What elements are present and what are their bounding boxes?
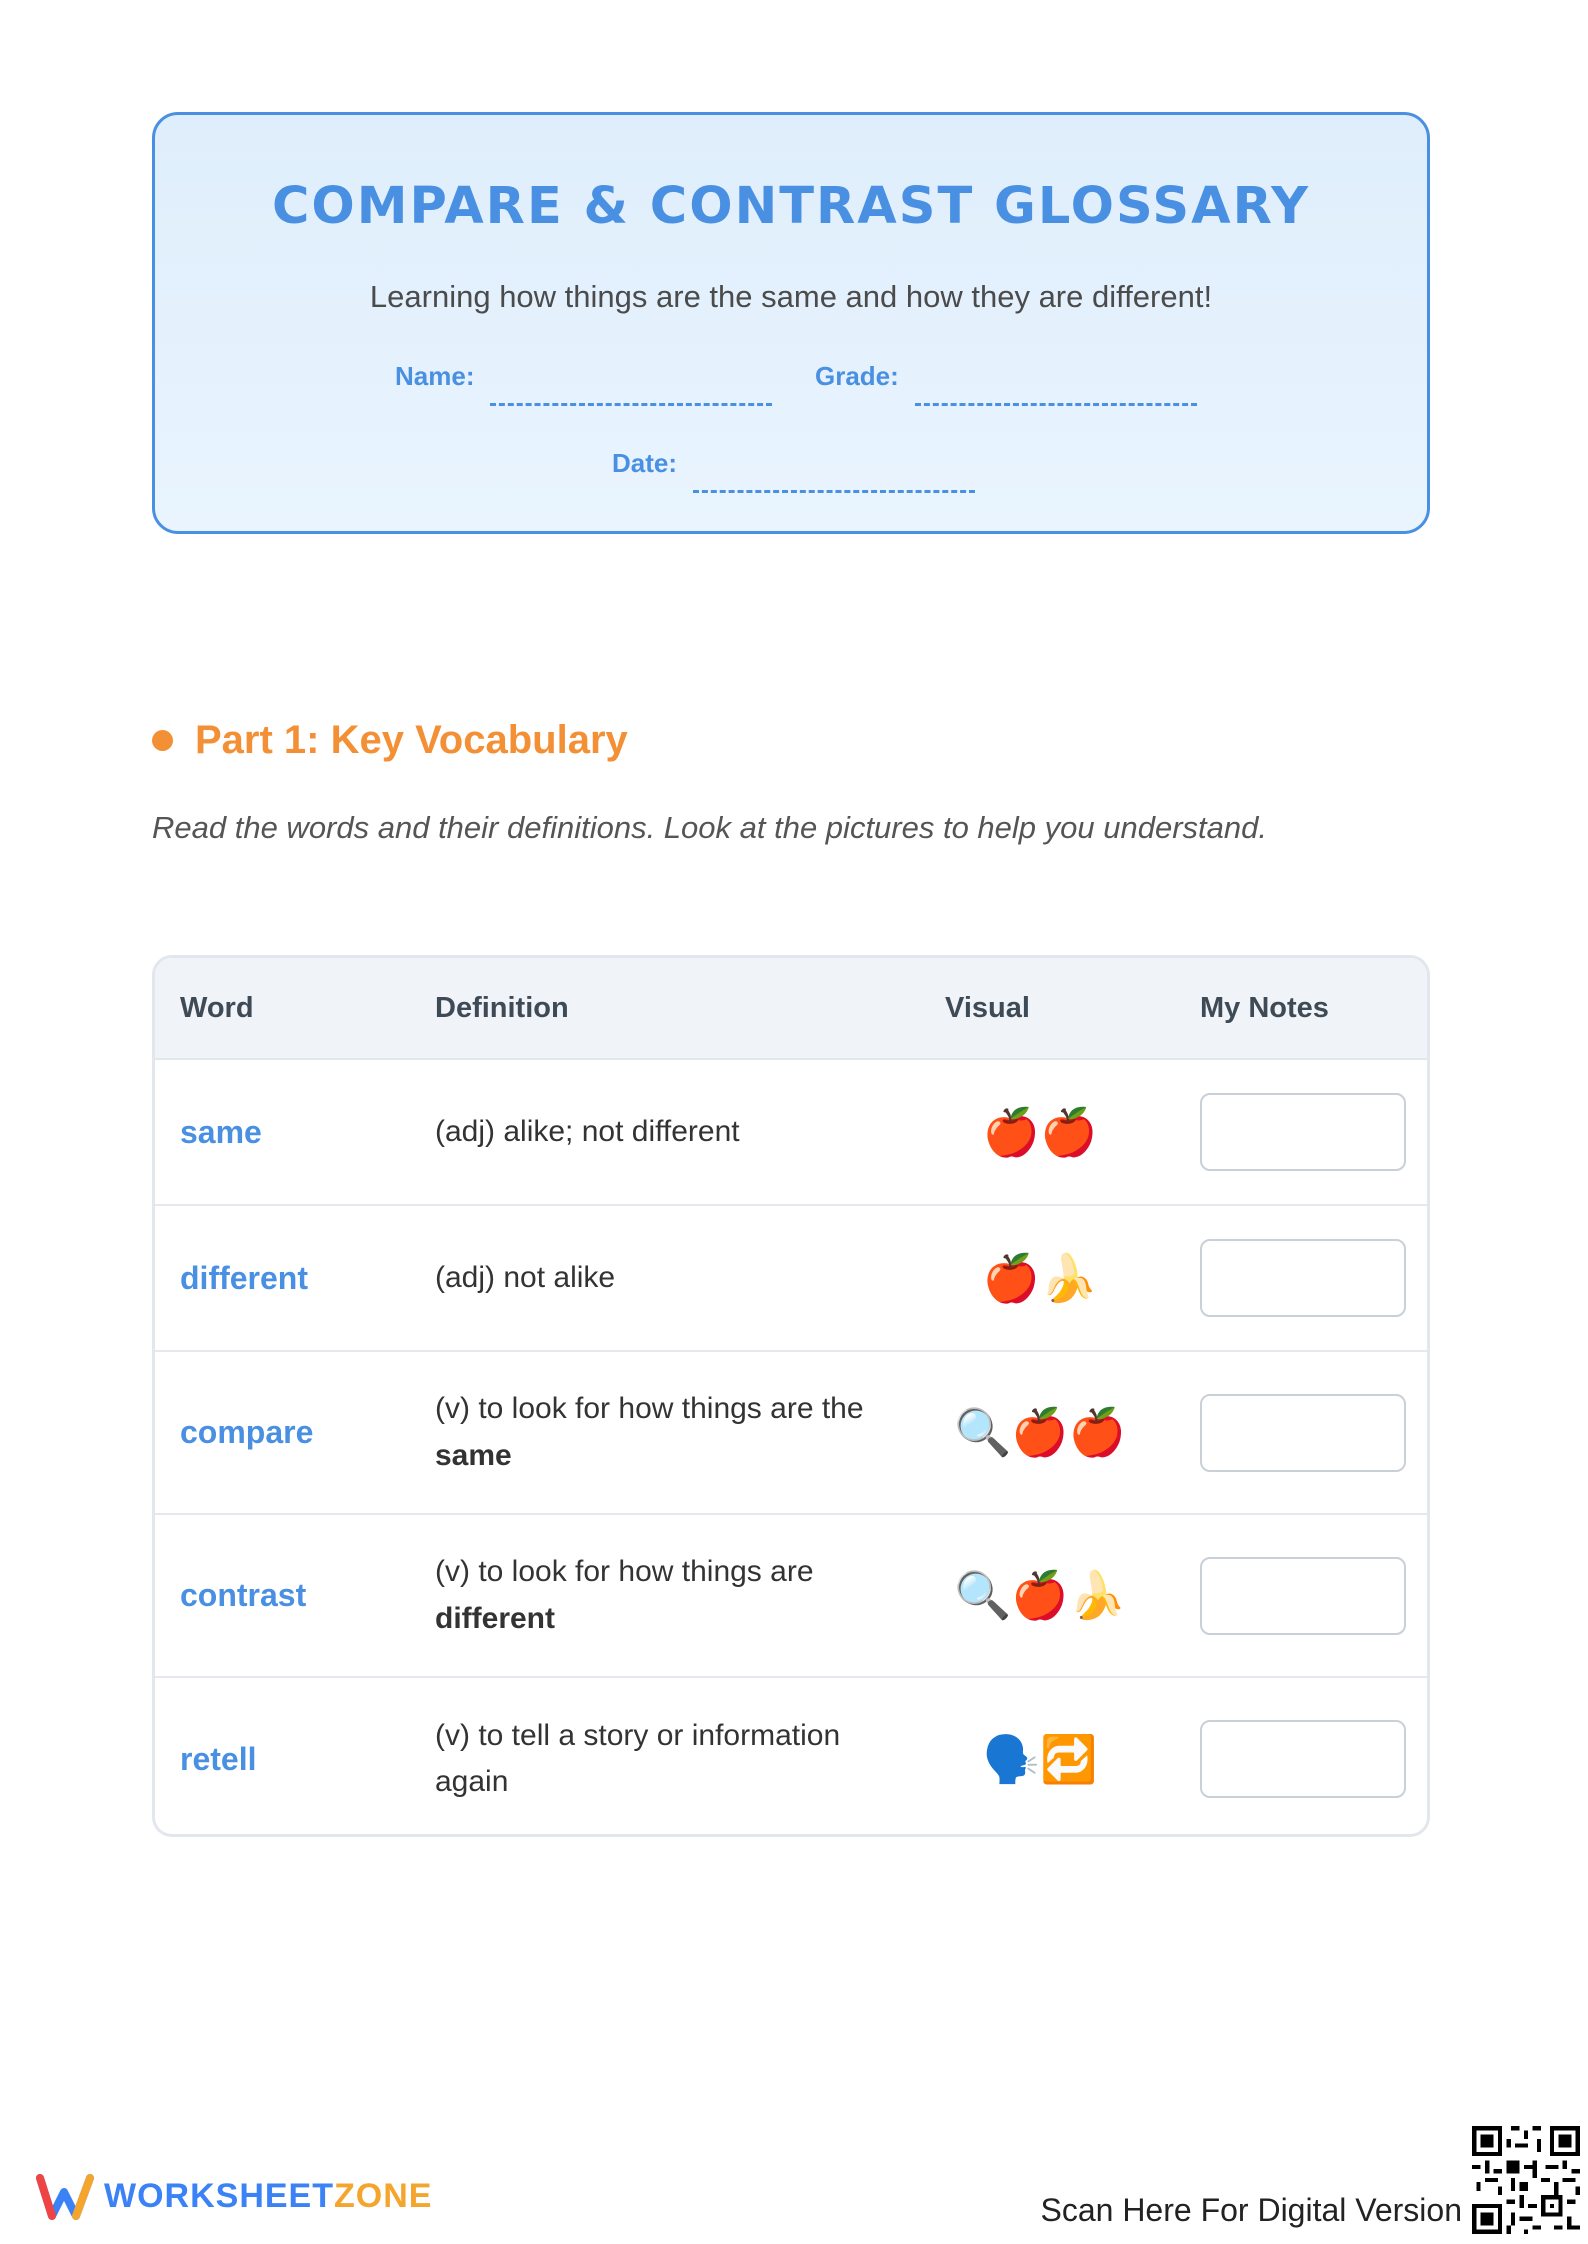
- grade-label: Grade:: [815, 361, 899, 391]
- visual-emoji-icon: 🔍🍎🍌: [954, 1569, 1126, 1621]
- name-blank-line[interactable]: [490, 403, 772, 406]
- table-row: [155, 1678, 1427, 1837]
- bullet-dot-icon: [152, 730, 173, 751]
- table-header-row: [155, 958, 1427, 1060]
- notes-input-box[interactable]: [1200, 1394, 1406, 1472]
- worksheetzone-logo[interactable]: [36, 2170, 432, 2222]
- definition-bold-text: same: [435, 1438, 512, 1472]
- definition-text: (adj) alike; not different: [435, 1114, 740, 1148]
- column-header-my-notes: My Notes: [1200, 992, 1329, 1024]
- word-cell: compare: [180, 1414, 314, 1450]
- definition-text: (adj) not alike: [435, 1260, 616, 1294]
- definition-cell: [435, 1352, 895, 1513]
- notes-input-box[interactable]: [1200, 1239, 1406, 1317]
- definition-cell: [435, 1206, 895, 1350]
- word-cell: same: [180, 1113, 262, 1150]
- notes-cell: [1200, 1060, 1406, 1204]
- grade-blank-line[interactable]: [915, 403, 1197, 406]
- table-row: [155, 1060, 1427, 1206]
- logo-text-worksheet: WORKSHEET: [104, 2176, 334, 2215]
- notes-cell: [1200, 1352, 1406, 1513]
- definition-cell: [435, 1515, 895, 1676]
- section-heading: [152, 718, 628, 763]
- date-blank-line[interactable]: [693, 490, 975, 493]
- visual-emoji-icon: 🗣️🔁: [982, 1732, 1098, 1785]
- definition-text: (v) to tell a story or information again: [435, 1718, 841, 1798]
- qr-code-icon[interactable]: [1472, 2126, 1580, 2234]
- definition-cell: [435, 1060, 895, 1204]
- visual-emoji-icon: 🍎🍎: [982, 1105, 1098, 1158]
- visual-emoji-icon: 🍎🍌: [982, 1251, 1098, 1304]
- page-subtitle: Learning how things are the same and how they are different!: [369, 279, 1213, 314]
- name-label: Name:: [395, 361, 475, 391]
- scan-here-text: Scan Here For Digital Version: [1040, 2192, 1462, 2228]
- notes-input-box[interactable]: [1200, 1720, 1406, 1798]
- notes-cell: [1200, 1515, 1406, 1676]
- notes-cell: [1200, 1206, 1406, 1350]
- visual-emoji-icon: 🔍🍎🍎: [954, 1406, 1126, 1458]
- column-header-word: Word: [180, 992, 254, 1024]
- logo-text-zone: ZONE: [334, 2176, 433, 2215]
- worksheetzone-logo-icon: [36, 2170, 94, 2222]
- page-title: COMPARE & CONTRAST GLOSSARY: [271, 177, 1311, 236]
- column-header-definition: Definition: [435, 992, 569, 1024]
- definition-bold-text: different: [435, 1601, 555, 1635]
- instructions-text: Read the words and their definitions. Look at the pictures to help you understand.: [152, 810, 1267, 845]
- date-field[interactable]: [612, 448, 975, 479]
- definition-text: (v) to look for how things are: [435, 1555, 814, 1588]
- header-card: [152, 112, 1430, 534]
- grade-field[interactable]: [815, 361, 1197, 392]
- column-header-visual: Visual: [945, 992, 1030, 1024]
- logo-text: [104, 2177, 432, 2216]
- definition-text: (v) to look for how things are the: [435, 1392, 864, 1425]
- word-cell: different: [180, 1259, 308, 1296]
- name-field[interactable]: [395, 361, 772, 392]
- vocabulary-table: [152, 955, 1430, 1837]
- notes-input-box[interactable]: [1200, 1093, 1406, 1171]
- word-cell: retell: [180, 1740, 257, 1777]
- definition-cell: [435, 1678, 895, 1837]
- date-label: Date:: [612, 448, 678, 478]
- notes-cell: [1200, 1678, 1406, 1837]
- table-row: [155, 1352, 1427, 1515]
- section-title: Part 1: Key Vocabulary: [195, 718, 628, 762]
- table-row: [155, 1206, 1427, 1352]
- table-row: [155, 1515, 1427, 1678]
- word-cell: contrast: [180, 1577, 307, 1613]
- notes-input-box[interactable]: [1200, 1557, 1406, 1635]
